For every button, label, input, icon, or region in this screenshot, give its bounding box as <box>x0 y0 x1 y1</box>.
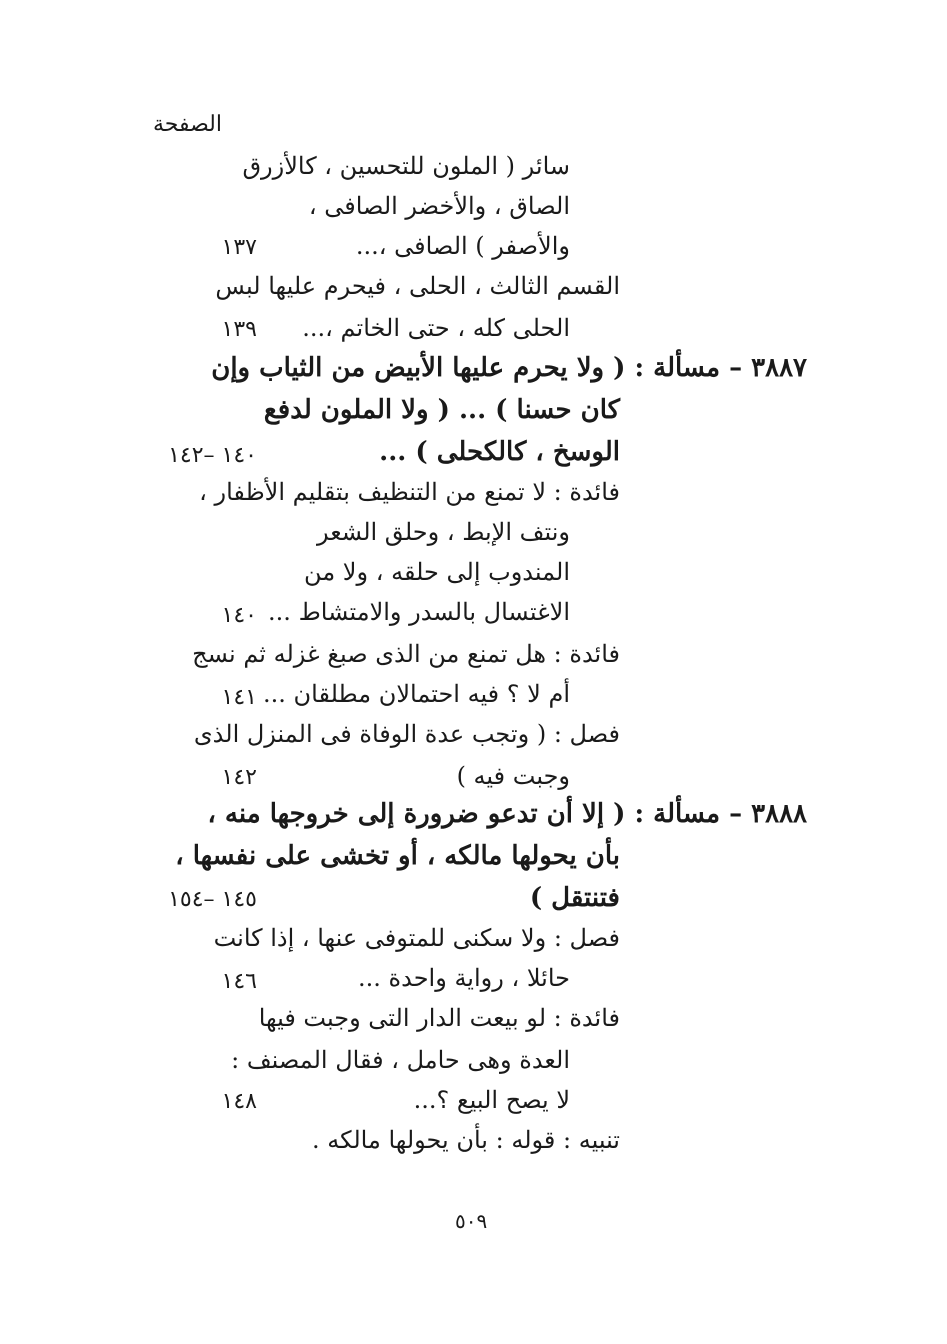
entry-line: أم لا ؟ فيه احتمالان مطلقان ... <box>262 680 570 708</box>
entry-line: الصاق ، والأخضر الصافى ، <box>308 192 570 220</box>
entry-line: العدة وهى حامل ، فقال المصنف : <box>231 1046 570 1074</box>
page-reference: ١٣٧ <box>221 235 257 260</box>
entry-line: فصل : ( وتجب عدة الوفاة فى المنزل الذى <box>193 720 620 748</box>
page-reference: ١٤٢ <box>221 765 257 790</box>
page-number: ٥٠٩ <box>455 1209 488 1233</box>
entry-line: الحلى كله ، حتى الخاتم ،... <box>302 314 570 342</box>
entry-line-bold: فتنتقل ) <box>529 883 620 913</box>
entry-line: فصل : ولا سكنى للمتوفى عنها ، إذا كانت <box>213 924 620 952</box>
page-reference: ١٤٥ –١٥٤ <box>168 887 257 912</box>
entry-line-bold: ٣٨٨٧ – مسألة : ( ولا يحرم عليها الأبيض من الثياب وإن <box>211 353 807 383</box>
entry-line: تنبيه : قوله : بأن يحولها مالكه . <box>311 1126 620 1154</box>
page-reference: ١٣٩ <box>221 317 257 342</box>
entry-line: القسم الثالث ، الحلى ، فيحرم عليها لبس <box>215 272 620 300</box>
entry-line: وجبت فيه ) <box>456 762 570 790</box>
entry-line: ونتف الإبط ، وحلق الشعر <box>316 518 570 546</box>
page-column-header: الصفحة <box>152 112 222 137</box>
page-reference: ١٤١ <box>221 685 257 710</box>
entry-line-bold: الوسخ ، كالكحلى ) ... <box>379 437 620 467</box>
entry-line-bold: كان حسنا ) ... ( ولا الملون لدفع <box>263 395 620 425</box>
page-reference: ١٤٠ –١٤٢ <box>168 443 257 468</box>
entry-line: فائدة : هل تمنع من الذى صبغ غزله ثم نسج <box>192 640 620 668</box>
entry-line: المندوب إلى حلقه ، ولا من <box>304 558 570 586</box>
page-reference: ١٤٠ <box>221 603 257 628</box>
entry-line: فائدة : لا تمنع من التنظيف بتقليم الأظفار ، <box>199 478 620 506</box>
entry-line: فائدة : لو بيعت الدار التى وجبت فيها <box>258 1004 620 1032</box>
entry-line: والأصفر ) الصافى ،... <box>355 232 570 260</box>
entry-line-bold: بأن يحولها مالكه ، أو تخشى على نفسها ، <box>175 841 620 871</box>
entry-line: حائلا ، رواية واحدة ... <box>358 964 570 992</box>
page-reference: ١٤٨ <box>221 1089 257 1114</box>
entry-line: سائر ( الملون للتحسين ، كالأزرق <box>242 152 570 180</box>
entry-line-bold: ٣٨٨٨ – مسألة : ( إلا أن تدعو ضرورة إلى خروجها منه ، <box>207 799 807 829</box>
page-reference: ١٤٦ <box>221 969 257 994</box>
entry-line: لا يصح البيع ؟... <box>413 1086 570 1114</box>
entry-line: الاغتسال بالسدر والامتشاط ... <box>268 598 570 626</box>
